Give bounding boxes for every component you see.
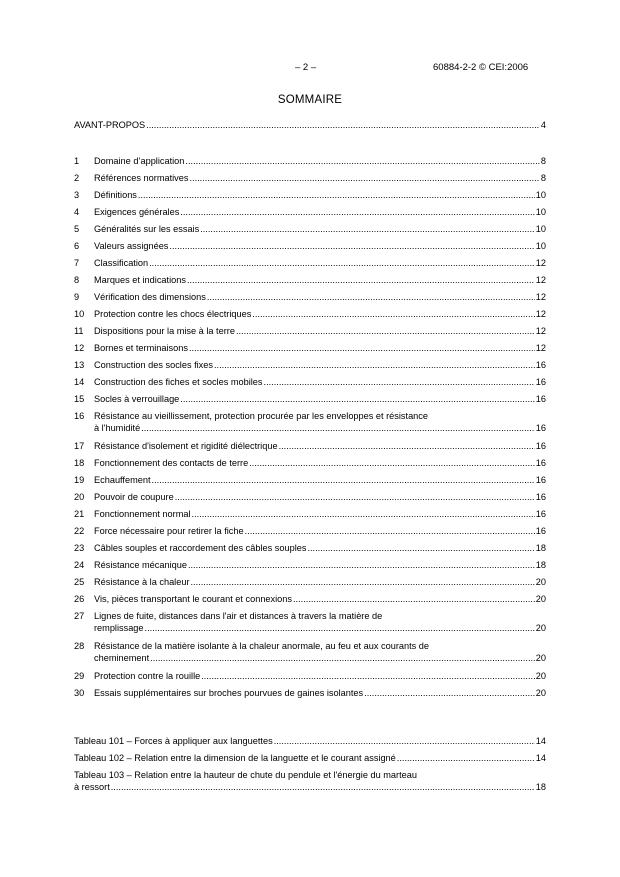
- dot-leader: [201, 670, 535, 682]
- toc-entry[interactable]: [74, 440, 546, 452]
- toc-entry-number: 5: [74, 224, 80, 234]
- dot-leader: [364, 687, 535, 699]
- dot-leader: [279, 440, 535, 452]
- toc-entry-number: 27: [74, 611, 85, 621]
- toc-entry-line: [94, 274, 546, 286]
- toc-entry-text: Fonctionnement des contacts de terre: [94, 458, 249, 468]
- toc-entry-text: à ressort: [74, 782, 110, 792]
- toc-entry-page: 18: [535, 782, 546, 792]
- toc-entry-text: Construction des socles fixes: [94, 360, 213, 370]
- toc-entry[interactable]: [74, 593, 546, 605]
- dot-leader: [207, 291, 535, 303]
- toc-entry-text: Exigences générales: [94, 207, 180, 217]
- dot-leader: [192, 508, 535, 520]
- toc-entry-page: 10: [535, 224, 546, 234]
- toc-entry-text: Classification: [94, 258, 149, 268]
- toc-entry-number: 29: [74, 671, 85, 681]
- dot-leader: [152, 474, 535, 486]
- toc-entry-page: 12: [535, 326, 546, 336]
- dot-leader: [180, 393, 534, 405]
- toc-entry[interactable]: [74, 240, 546, 252]
- toc-entry-text-line1: Lignes de fuite, distances dans l'air et distances à travers la matière de: [94, 611, 383, 621]
- toc-entry-line: [74, 735, 546, 747]
- dot-leader: [200, 223, 535, 235]
- toc-entry-line: [94, 593, 546, 605]
- toc-entry-number: 2: [74, 173, 80, 183]
- toc-entry-page: 16: [535, 441, 546, 451]
- page-title: SOMMAIRE: [277, 94, 343, 106]
- toc-entry-page: 16: [535, 458, 546, 468]
- toc-entry-page: 16: [535, 526, 546, 536]
- toc-entry-page: 8: [540, 173, 546, 183]
- toc-entry[interactable]: [74, 223, 546, 235]
- toc-entry-text: Marques et indications: [94, 275, 186, 285]
- toc-entry-number: 11: [74, 326, 84, 336]
- toc-entry-page: 16: [535, 492, 546, 502]
- dot-leader: [149, 257, 535, 269]
- toc-entry-page: 12: [535, 275, 546, 285]
- toc-entry[interactable]: [74, 670, 546, 682]
- dot-leader: [245, 525, 535, 537]
- toc-entry-line: [94, 440, 546, 452]
- toc-entry-line: [94, 376, 546, 388]
- toc-entry[interactable]: [74, 559, 546, 571]
- dot-leader: [188, 559, 535, 571]
- toc-entry-text: Résistance à la chaleur: [94, 577, 190, 587]
- toc-entry-line: [94, 359, 546, 371]
- toc-entry-line: [94, 189, 546, 201]
- dot-leader: [175, 491, 535, 503]
- toc-entry-text: remplissage: [94, 623, 144, 633]
- toc-entry-line: [94, 474, 546, 486]
- toc-entry-page: 10: [535, 207, 546, 217]
- toc-entry-text: Dispositions pour la mise à la terre: [94, 326, 235, 336]
- dot-leader: [138, 189, 535, 201]
- dot-leader: [145, 622, 535, 634]
- dot-leader: [397, 752, 535, 764]
- toc-entry-number: 17: [74, 441, 85, 451]
- toc-entry-text: Pouvoir de coupure: [94, 492, 174, 502]
- dot-leader: [252, 308, 534, 320]
- toc-entry-line: [94, 559, 546, 571]
- toc-entry-number: 3: [74, 190, 80, 200]
- toc-entry-number: 6: [74, 241, 80, 251]
- dot-leader: [293, 593, 535, 605]
- toc-entry-page: 20: [535, 623, 546, 633]
- toc-entry[interactable]: [74, 457, 546, 469]
- dot-leader: [185, 155, 539, 167]
- toc-entry-text: Force nécessaire pour retirer la fiche: [94, 526, 244, 536]
- toc-entry-number: 21: [74, 509, 85, 519]
- toc-entry-text: Tableau 102 – Relation entre la dimension de la languette et le courant assigné: [74, 753, 396, 763]
- dot-leader: [169, 240, 534, 252]
- toc-entry-page: 4: [540, 120, 546, 130]
- toc-entry[interactable]: [74, 640, 546, 664]
- toc-entry-text: Résistance mécanique: [94, 560, 187, 570]
- toc-entry-text-line1: Résistance au vieillissement, protection procurée par les enveloppes et résistance: [94, 411, 428, 421]
- dot-leader: [236, 325, 535, 337]
- toc-entry-line: [94, 491, 546, 503]
- toc-entry-line: [94, 393, 546, 405]
- toc-entry-number: 24: [74, 560, 85, 570]
- toc-entry[interactable]: [74, 508, 546, 520]
- toc-entry[interactable]: [74, 376, 546, 388]
- toc-entry-page: 10: [535, 190, 546, 200]
- toc-entry-text: Vis, pièces transportant le courant et connexions: [94, 594, 292, 604]
- dot-leader: [111, 781, 535, 793]
- toc-entry-line: [94, 308, 546, 320]
- toc-entry-number: 18: [74, 458, 85, 468]
- toc-entry-number: 26: [74, 594, 85, 604]
- toc-entry-text: à l'humidité: [94, 423, 141, 433]
- toc-entry[interactable]: [74, 359, 546, 371]
- toc-entry-text: Essais supplémentaires sur broches pourvues de gaines isolantes: [94, 688, 364, 698]
- toc-entry-page: 16: [535, 475, 546, 485]
- toc-entry-page: 16: [535, 423, 546, 433]
- toc-entry-line: [94, 206, 546, 218]
- toc-entry-page: 12: [535, 343, 546, 353]
- toc-entry-number: 4: [74, 207, 80, 217]
- toc-entry-text: Tableau 101 – Forces à appliquer aux languettes: [74, 736, 273, 746]
- toc-entry-number: 7: [74, 258, 80, 268]
- toc-entry-line: [94, 457, 546, 469]
- toc-entry[interactable]: [74, 491, 546, 503]
- toc-entry-line: [94, 622, 546, 634]
- toc-entry-line: [94, 652, 546, 664]
- toc-entry-text-line1: Tableau 103 – Relation entre la hauteur de chute du pendule et l'énergie du marteau: [74, 770, 417, 780]
- toc-entry-text: Protection contre la rouille: [94, 671, 201, 681]
- toc-entry-page: 16: [535, 360, 546, 370]
- toc-entry-text: Résistance d'isolement et rigidité diélectrique: [94, 441, 278, 451]
- toc-entry-line: [74, 752, 546, 764]
- toc-entry-page: 18: [535, 543, 546, 553]
- dot-leader: [307, 542, 534, 554]
- toc-entry-text: Echauffement: [94, 475, 151, 485]
- toc-entry-page: 20: [535, 594, 546, 604]
- toc-entry-number: 13: [74, 360, 85, 370]
- toc-entry[interactable]: [74, 393, 546, 405]
- table-list-entry[interactable]: [74, 752, 546, 764]
- toc-entry-text: Définitions: [94, 190, 137, 200]
- toc-entry-number: 16: [74, 411, 85, 421]
- toc-entry-number: 22: [74, 526, 85, 536]
- standard-reference: 60884-2-2 © CEI:2006: [433, 62, 529, 73]
- dot-leader: [146, 119, 540, 131]
- toc-entry-text: Références normatives: [94, 173, 189, 183]
- toc-entry-text: Valeurs assignées: [94, 241, 169, 251]
- toc-entry-text: AVANT-PROPOS: [74, 120, 146, 130]
- toc-entry[interactable]: [74, 325, 546, 337]
- toc-entry-text: Fonctionnement normal: [94, 509, 191, 519]
- dot-leader: [180, 206, 534, 218]
- toc-entry-number: 9: [74, 292, 80, 302]
- toc-entry-line: [94, 525, 546, 537]
- toc-entry-line: [94, 291, 546, 303]
- dot-leader: [150, 652, 535, 664]
- toc-entry-line: [94, 508, 546, 520]
- toc-entry[interactable]: [74, 410, 546, 434]
- toc-entry-text: Vérification des dimensions: [94, 292, 206, 302]
- toc-entry-number: 14: [74, 377, 85, 387]
- toc-entry[interactable]: [74, 342, 546, 354]
- toc-entry-line: [94, 342, 546, 354]
- toc-entry-number: 20: [74, 492, 85, 502]
- dot-leader: [191, 576, 535, 588]
- toc-entry-page: 20: [535, 688, 546, 698]
- toc-entry[interactable]: [74, 257, 546, 269]
- toc-entry-page: 16: [535, 394, 546, 404]
- toc-entry[interactable]: [74, 474, 546, 486]
- toc-entry-number: 30: [74, 688, 85, 698]
- toc-entry-text: Câbles souples et raccordement des câbles souples: [94, 543, 307, 553]
- toc-entry-line: [94, 172, 546, 184]
- toc-entry-line: [94, 223, 546, 235]
- dot-leader: [189, 172, 539, 184]
- toc-entry-number: 23: [74, 543, 85, 553]
- toc-entry-text: Construction des fiches et socles mobiles: [94, 377, 263, 387]
- toc-entry[interactable]: [74, 525, 546, 537]
- toc-entry-text: cheminement: [94, 653, 150, 663]
- toc-entry[interactable]: [74, 610, 546, 634]
- toc-entry-line: [94, 325, 546, 337]
- toc-entry-line: [94, 687, 546, 699]
- dot-leader: [264, 376, 535, 388]
- table-list-entry[interactable]: [74, 735, 546, 747]
- dot-leader: [214, 359, 535, 371]
- toc-entry-line: [94, 422, 546, 434]
- toc-entry-line: [94, 576, 546, 588]
- toc-entry-page: 10: [535, 241, 546, 251]
- dot-leader: [274, 735, 535, 747]
- dot-leader: [189, 342, 535, 354]
- toc-entry-line: [94, 542, 546, 554]
- toc-entry[interactable]: [74, 155, 546, 167]
- toc-entry-page: 12: [535, 258, 546, 268]
- toc-entry-page: 16: [535, 377, 546, 387]
- toc-entry-page: 20: [535, 671, 546, 681]
- toc-entry[interactable]: [74, 542, 546, 554]
- toc-entry-line: [94, 240, 546, 252]
- toc-entry-page: 12: [535, 309, 546, 319]
- toc-entry-text: Socles à verrouillage: [94, 394, 180, 404]
- toc-entry[interactable]: [74, 274, 546, 286]
- toc-entry-page: 14: [535, 753, 546, 763]
- toc-entry-text: Domaine d’application: [94, 156, 185, 166]
- toc-entry[interactable]: [74, 206, 546, 218]
- toc-entry-number: 1: [74, 156, 80, 166]
- toc-entry-number: 10: [74, 309, 85, 319]
- toc-entry-page: 14: [535, 736, 546, 746]
- toc-entry-page: 8: [540, 156, 546, 166]
- toc-entry-text-line1: Résistance de la matière isolante à la chaleur anormale, au feu et aux courants de: [94, 641, 430, 651]
- toc-entry-line: [74, 781, 546, 793]
- page-number: – 2 –: [295, 62, 317, 73]
- toc-entry-text: Généralités sur les essais: [94, 224, 200, 234]
- dot-leader: [249, 457, 535, 469]
- toc-entry[interactable]: [74, 189, 546, 201]
- toc-entry[interactable]: [74, 687, 546, 699]
- toc-entry-page: 18: [535, 560, 546, 570]
- toc-entry-page: 20: [535, 653, 546, 663]
- toc-entry[interactable]: [74, 172, 546, 184]
- toc-entry-text: Protection contre les chocs électriques: [94, 309, 252, 319]
- toc-entry-number: 28: [74, 641, 85, 651]
- toc-entry-text: Bornes et terminaisons: [94, 343, 188, 353]
- toc-entry-page: 20: [535, 577, 546, 587]
- toc-entry-number: 12: [74, 343, 85, 353]
- toc-entry[interactable]: [74, 291, 546, 303]
- toc-entry[interactable]: [74, 308, 546, 320]
- dot-leader: [187, 274, 535, 286]
- dot-leader: [141, 422, 535, 434]
- toc-entry-number: 25: [74, 577, 85, 587]
- toc-entry-number: 19: [74, 475, 85, 485]
- toc-entry-line: [94, 155, 546, 167]
- toc-entry-number: 8: [74, 275, 80, 285]
- toc-entry-page: 12: [535, 292, 546, 302]
- table-list-entry[interactable]: [74, 769, 546, 793]
- toc-entry[interactable]: [74, 576, 546, 588]
- toc-entry-line: [94, 257, 546, 269]
- toc-entry-page: 16: [535, 509, 546, 519]
- toc-entry-line: [94, 670, 546, 682]
- toc-entry-number: 15: [74, 394, 85, 404]
